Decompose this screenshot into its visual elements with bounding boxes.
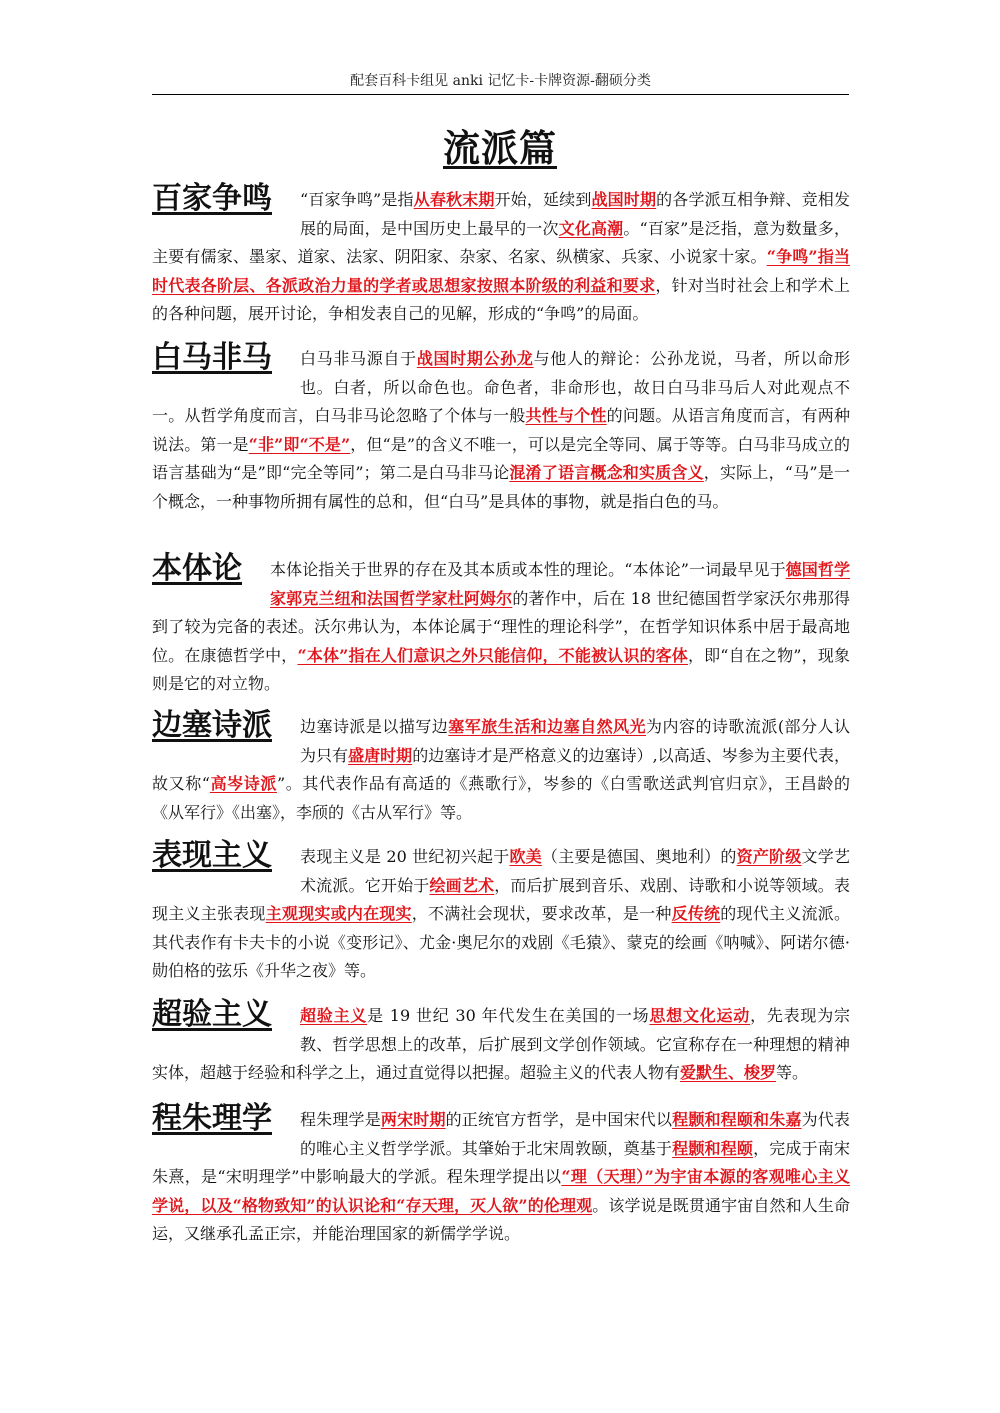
body-text: ，针对当时社会上和学术上的各种问题，展开讨论，争相发表自己的见解，形成的“争鸣”的局面。 xyxy=(152,275,850,324)
section-biaoxian-zhuyi xyxy=(152,838,850,986)
body-text: （主要是德国、奥地利）的 xyxy=(541,847,737,866)
body-text: 的边塞诗才是严格意义的边塞诗）,以高适、岑参为主要代表，故又称“ xyxy=(152,745,850,794)
highlighted-keyword: 从春秋末期 xyxy=(413,190,495,209)
highlighted-keyword: “理（天理）”为宇宙本源的客观唯心主义学说，以及“格物致知”的认识论和“存天理，灭人欲”的伦理观 xyxy=(152,1167,850,1215)
highlighted-keyword: 欧美 xyxy=(509,847,542,866)
body-text: “百家争鸣”是指 xyxy=(300,190,414,209)
body-text: ，但“是”的含义不唯一，可以是完全等同、属于等等。白马非马成立的语言基础为“是”即“完全等同”；第二是白马非马论 xyxy=(152,434,850,483)
body-text: 白马非马源自于 xyxy=(300,349,417,368)
body-text: 的现代主义流派。其代表作有卡夫卡的小说《变形记》、尤金·奥尼尔的戏剧《毛猿》、蒙克的绘画《呐喊》、阿诺尔德·勋伯格的弦乐《升华之夜》等。 xyxy=(152,904,850,981)
section-title: 超验主义 xyxy=(152,997,272,1032)
body-text: ，先表现为宗教、哲学思想上的改革，后扩展到文学创作领域。它宣称存在一种理想的精神实体，超越于经验和科学之上，通过直觉得以把握。超验主义的代表人物有 xyxy=(152,1006,850,1083)
section-biansai-shipai xyxy=(152,708,850,827)
section-title: 白马非马 xyxy=(152,340,272,375)
body-text: 程朱理学是 xyxy=(300,1110,381,1129)
highlighted-keyword: “本体”指在人们意识之外只能信仰，不能被认识的客体 xyxy=(297,645,688,665)
highlighted-keyword: 爱默生、梭罗 xyxy=(680,1063,777,1083)
highlighted-keyword: 资产阶级 xyxy=(736,847,802,866)
body-text: 边塞诗派是以描写边 xyxy=(300,717,449,736)
highlighted-keyword: 超验主义 xyxy=(300,1006,368,1025)
highlighted-keyword: 德国哲学家郭克兰纽和法国哲学家杜阿姆尔 xyxy=(270,560,850,608)
body-text: ，实际上，“马”是一个概念，一种事物所拥有属性的总和，但“白马”是具体的事物，就是指白色的马。 xyxy=(152,463,850,511)
highlighted-keyword: 主观现实或内在现实 xyxy=(265,904,412,924)
body-text: ”。其代表作品有高适的《燕歌行》，岑参的《白雪歌送武判官归京》，王昌龄的《从军行》《出塞》，李颀的《古从军行》等。 xyxy=(152,774,850,822)
body-text: 的问题。从语言角度而言，有两种说法。第一是 xyxy=(152,406,850,454)
body-text: 是 19 世纪 30 年代发生在美国的一场 xyxy=(367,1006,650,1025)
highlighted-keyword: 绘画艺术 xyxy=(429,875,495,895)
section-title: 边塞诗派 xyxy=(152,708,272,743)
highlighted-keyword: 程颢和程颐和朱嘉 xyxy=(672,1110,802,1129)
highlighted-keyword: 文化高潮 xyxy=(558,218,624,238)
body-text: 与他人的辩论：公孙龙说，马者，所以命形也。白者，所以命色也。命色者，非命形也，故日白马非马后人对此观点不一。从哲学角度而言，白马非马论忽略了个体与一般 xyxy=(152,349,850,426)
section-baijia-zhengming xyxy=(152,181,850,329)
highlighted-keyword: 高岑诗派 xyxy=(209,774,277,794)
highlighted-keyword: 共性与个性 xyxy=(525,406,607,426)
body-text: 文学艺术流派。它开始于 xyxy=(300,847,850,895)
section-body xyxy=(152,560,850,693)
section-chengzhu-lixue xyxy=(152,1101,850,1249)
highlighted-keyword: 盛唐时期 xyxy=(348,745,413,765)
highlighted-keyword: 塞军旅生活和边塞自然风光 xyxy=(448,717,647,736)
page-header: 配套百科卡组见 anki 记忆卡-卡牌资源-翻硕分类 xyxy=(350,73,651,89)
highlighted-keyword: “争鸣”指当时代表各阶层、各派政治力量的学者或思想家按照本阶级的利益和要求 xyxy=(152,247,850,295)
section-title: 本体论 xyxy=(152,551,242,586)
highlighted-keyword: 程颢和程颐 xyxy=(672,1138,754,1158)
body-text: 。“百家”是泛指，意为数量多，主要有儒家、墨家、道家、法家、阴阳家、杂家、名家、纵横家、兵家、小说家十家。 xyxy=(152,218,850,267)
page-title: 流派篇 xyxy=(443,126,557,170)
body-text: 为代表的唯心主义哲学学派。其肇始于北宋周敦颐，奠基于 xyxy=(300,1110,850,1158)
highlighted-keyword: 战国时期 xyxy=(591,190,657,209)
section-benti-lun xyxy=(152,551,850,699)
highlighted-keyword: 战国时期公孙龙 xyxy=(416,349,534,368)
highlighted-keyword: “非”即“不是” xyxy=(248,434,351,454)
body-text: 的各学派互相争辩、竞相发展的局面，是中国历史上最早的一次 xyxy=(300,190,850,238)
body-text: 的正统官方哲学，是中国宋代以 xyxy=(445,1110,673,1129)
body-text: 表现主义是 20 世纪初兴起于 xyxy=(300,847,510,866)
body-text: ，完成于南宋朱熹，是“宋明理学”中影响最大的学派。程朱理学提出以 xyxy=(152,1138,850,1187)
section-chaoyan-zhuyi xyxy=(152,997,850,1088)
highlighted-keyword: 反传统 xyxy=(671,904,721,924)
body-text: ，不满社会现状，要求改革，是一种 xyxy=(411,904,672,924)
section-title: 百家争鸣 xyxy=(152,181,272,216)
section-baima-feima xyxy=(152,340,850,517)
body-text: ，而后扩展到音乐、戏剧、诗歌和小说等领域。表现主义主张表现 xyxy=(152,875,850,924)
body-text: 开始，延续到 xyxy=(494,190,592,209)
body-text: ，即“自在之物”，现象则是它的对立物。 xyxy=(152,645,850,694)
body-text: 。该学说是既贯通宇宙自然和人生命运，又继承孔孟正宗，并能治理国家的新儒学学说。 xyxy=(152,1195,850,1244)
body-text: 为内容的诗歌流派(部分人认为只有 xyxy=(300,717,850,765)
highlighted-keyword: 两宋时期 xyxy=(380,1110,446,1129)
highlighted-keyword: 混淆了语言概念和实质含义 xyxy=(509,463,704,483)
highlighted-keyword: 思想文化运动 xyxy=(649,1006,751,1025)
body-text: 本体论指关于世界的存在及其本质或本性的理论。“本体论”一词最早见于 xyxy=(270,560,786,579)
body-text: 等。 xyxy=(776,1063,809,1083)
body-text: 的著作中，后在 18 世纪德国哲学家沃尔弗那得到了较为完备的表述。沃尔弗认为，本体论属于“理性的理论科学”，在哲学知识体系中居于最高地位。在康德哲学中， xyxy=(152,588,850,665)
header-divider xyxy=(152,94,849,95)
section-title: 程朱理学 xyxy=(152,1101,272,1136)
section-title: 表现主义 xyxy=(152,838,272,873)
